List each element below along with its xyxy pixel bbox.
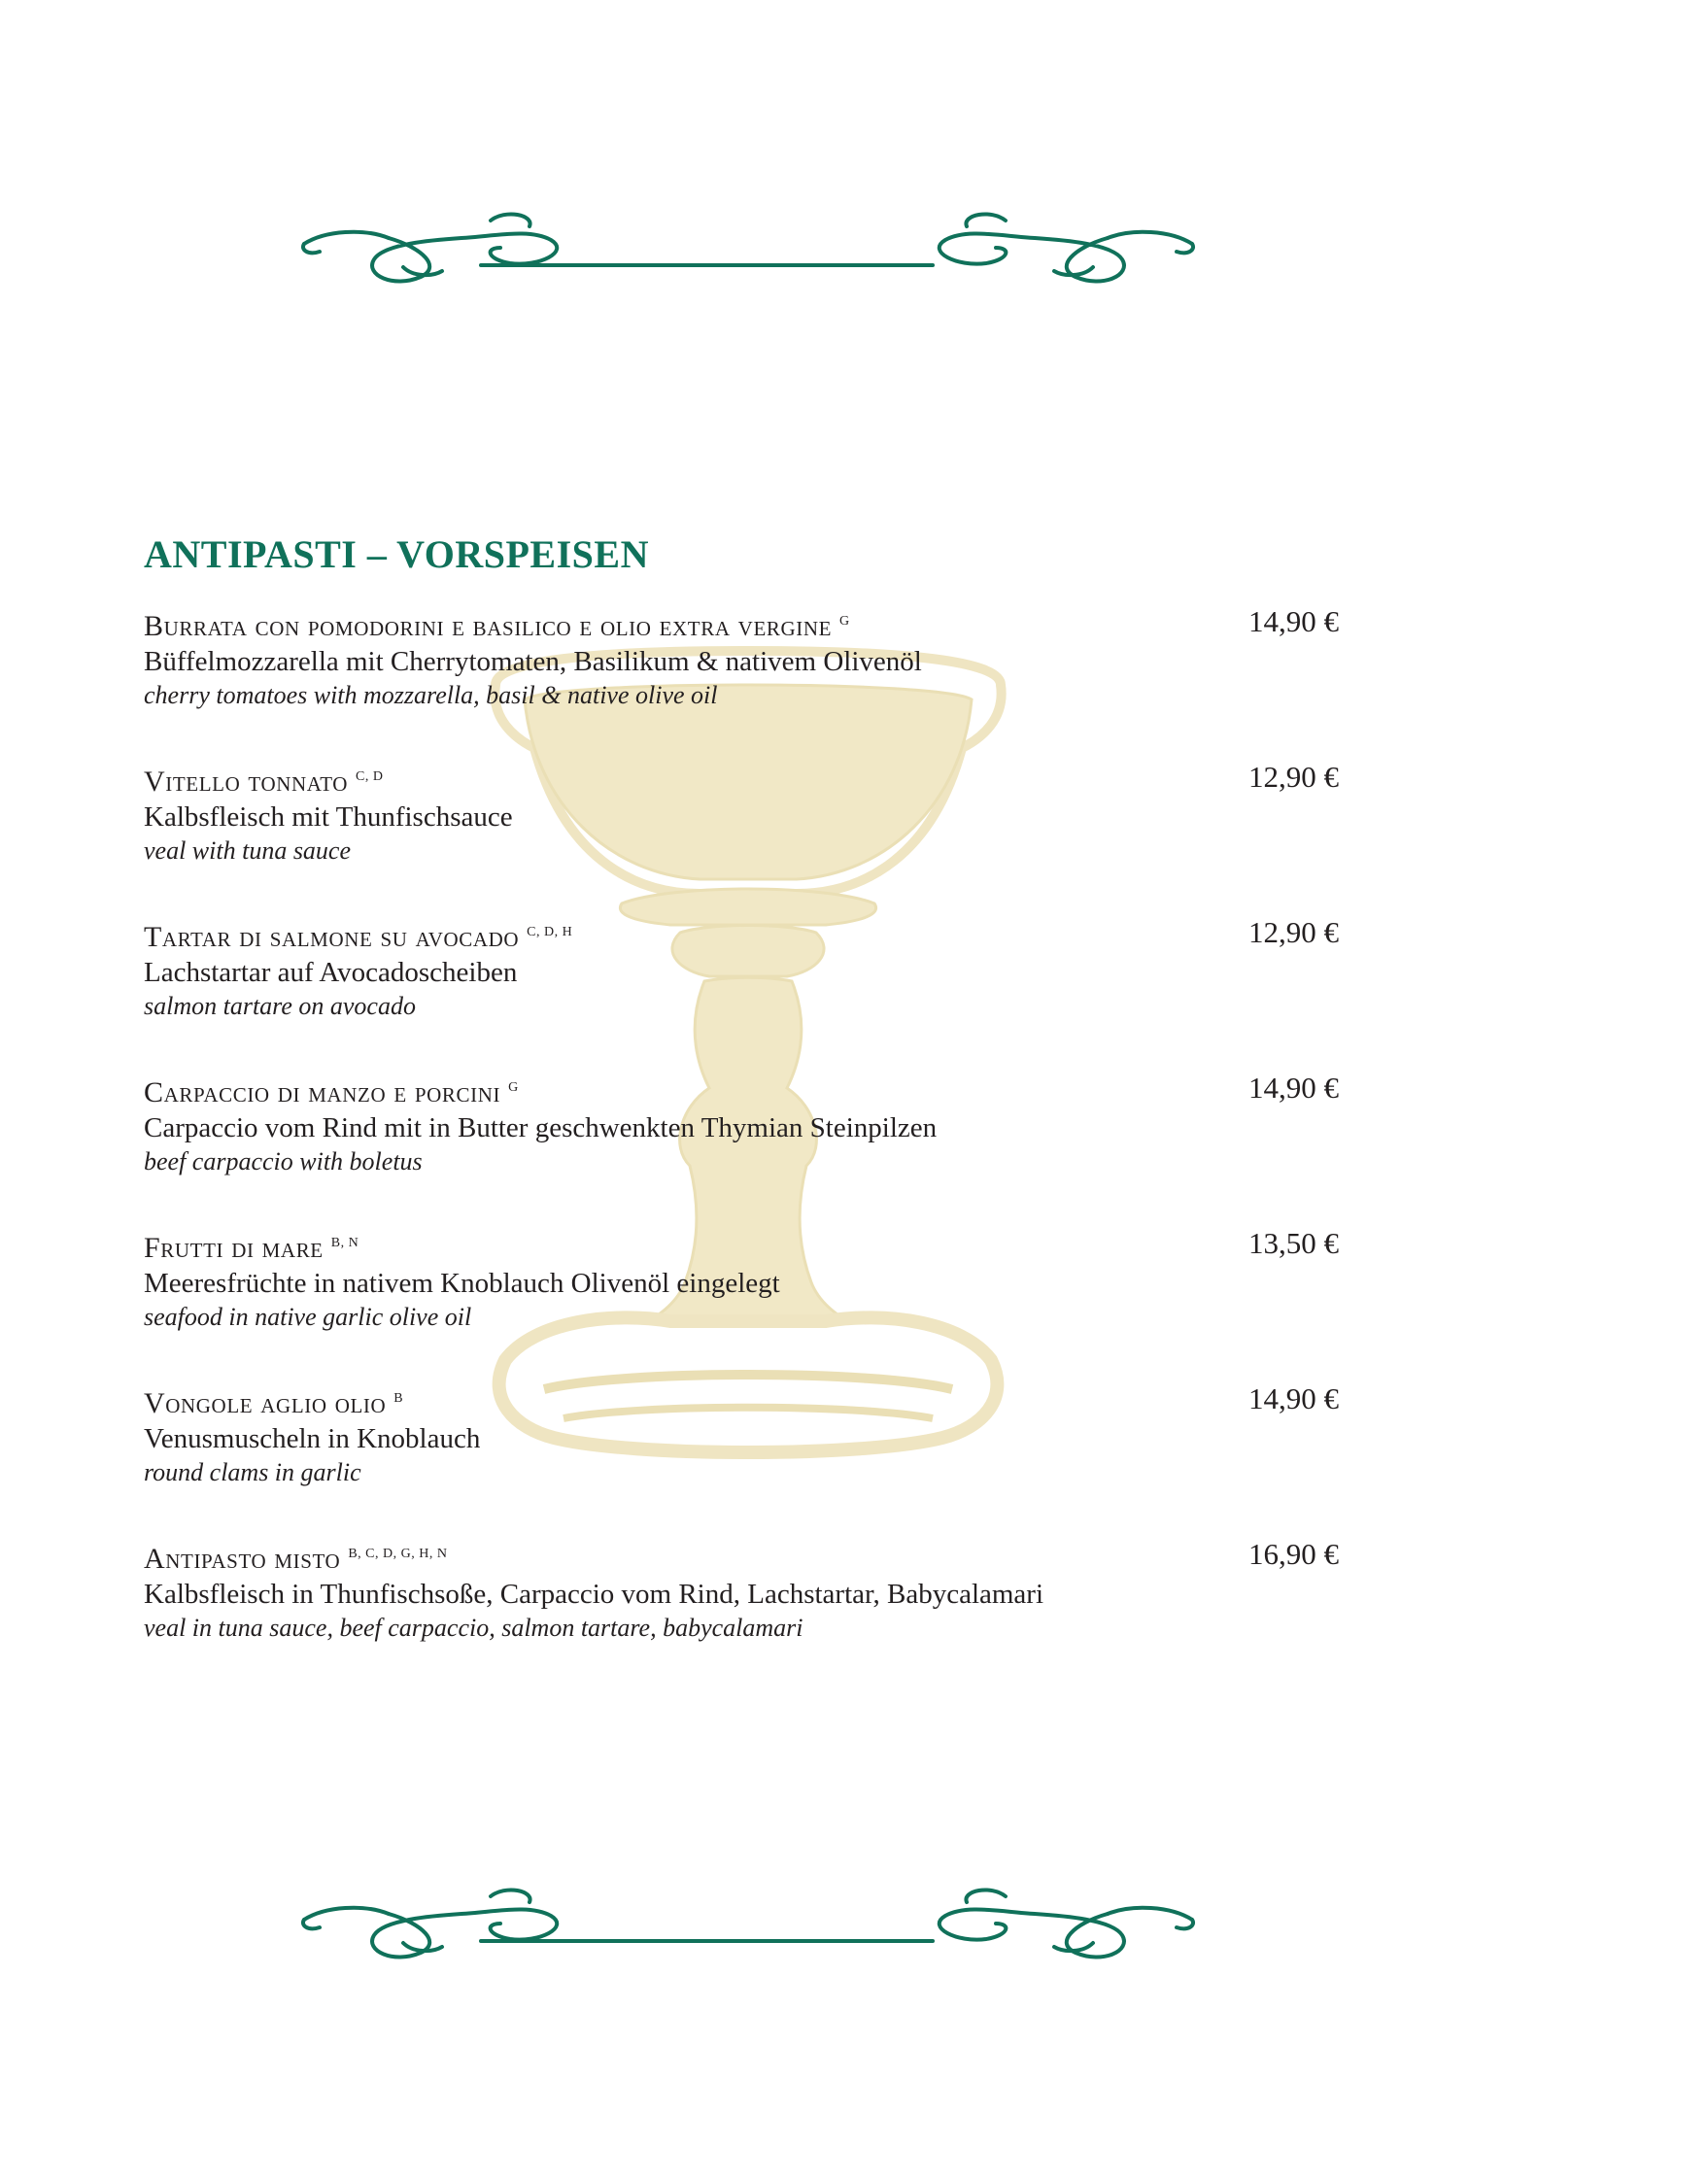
allergen-codes: B bbox=[393, 1391, 404, 1406]
allergen-codes: B, N bbox=[330, 1236, 359, 1250]
menu-item bbox=[144, 1071, 1358, 1226]
dish-name: Antipasto misto bbox=[144, 1543, 341, 1575]
dish-description-en: veal in tuna sauce, beef carpaccio, salmon tartare, babycalamari bbox=[144, 1614, 803, 1642]
menu-list bbox=[144, 604, 1358, 1692]
dish-description-en: veal with tuna sauce bbox=[144, 836, 352, 865]
dish-name: Carpaccio di manzo e porcini bbox=[144, 1076, 501, 1108]
dish-description-de: Büffelmozzarella mit Cherrytomaten, Basilikum & nativem Olivenöl bbox=[144, 646, 922, 677]
dish-description-de: Lachstartar auf Avocadoscheiben bbox=[144, 957, 518, 988]
menu-item bbox=[144, 915, 1358, 1071]
dish-description-en: salmon tartare on avocado bbox=[144, 992, 416, 1020]
allergen-codes: G bbox=[839, 614, 850, 629]
dish-name: Burrata con pomodorini e basilico e olio extra vergine bbox=[144, 610, 833, 642]
bottom-ornament-divider bbox=[296, 1885, 1200, 1972]
dish-price: 14,90 € bbox=[1248, 1071, 1339, 1105]
dish-description-de: Venusmuscheln in Knoblauch bbox=[144, 1423, 481, 1454]
section-title: ANTIPASTI – VORSPEISEN bbox=[144, 531, 649, 576]
dish-description-en: round clams in garlic bbox=[144, 1458, 361, 1486]
dish-price: 12,90 € bbox=[1248, 760, 1339, 794]
dish-price: 14,90 € bbox=[1248, 604, 1339, 638]
menu-item bbox=[144, 1381, 1358, 1537]
dish-price: 13,50 € bbox=[1248, 1226, 1339, 1260]
dish-description-en: cherry tomatoes with mozzarella, basil & native olive oil bbox=[144, 681, 718, 709]
dish-description-de: Kalbsfleisch mit Thunfischsauce bbox=[144, 801, 513, 833]
menu-item bbox=[144, 1537, 1358, 1692]
menu-item bbox=[144, 604, 1358, 760]
allergen-codes: G bbox=[508, 1080, 519, 1095]
dish-description-de: Kalbsfleisch in Thunfischsoße, Carpaccio vom Rind, Lachstartar, Babycalamari bbox=[144, 1579, 1044, 1610]
dish-name: Vitello tonnato bbox=[144, 766, 349, 798]
dish-description-en: seafood in native garlic olive oil bbox=[144, 1303, 472, 1331]
dish-description-de: Carpaccio vom Rind mit in Butter geschwenkten Thymian Steinpilzen bbox=[144, 1112, 938, 1143]
dish-price: 12,90 € bbox=[1248, 915, 1339, 949]
allergen-codes: C, D, H bbox=[527, 925, 573, 939]
dish-name: Tartar di salmone su avocado bbox=[144, 921, 520, 953]
dish-description-en: beef carpaccio with boletus bbox=[144, 1147, 423, 1175]
dish-price: 14,90 € bbox=[1248, 1381, 1339, 1415]
allergen-codes: B, C, D, G, H, N bbox=[348, 1547, 448, 1561]
dish-price: 16,90 € bbox=[1248, 1537, 1339, 1571]
top-ornament-divider bbox=[296, 209, 1200, 296]
dish-description-de: Meeresfrüchte in nativem Knoblauch Olivenöl eingelegt bbox=[144, 1268, 780, 1299]
allergen-codes: C, D bbox=[356, 769, 384, 784]
dish-name: Frutti di mare bbox=[144, 1232, 324, 1264]
menu-item bbox=[144, 760, 1358, 915]
menu-item bbox=[144, 1226, 1358, 1381]
dish-name: Vongole aglio olio bbox=[144, 1387, 387, 1419]
